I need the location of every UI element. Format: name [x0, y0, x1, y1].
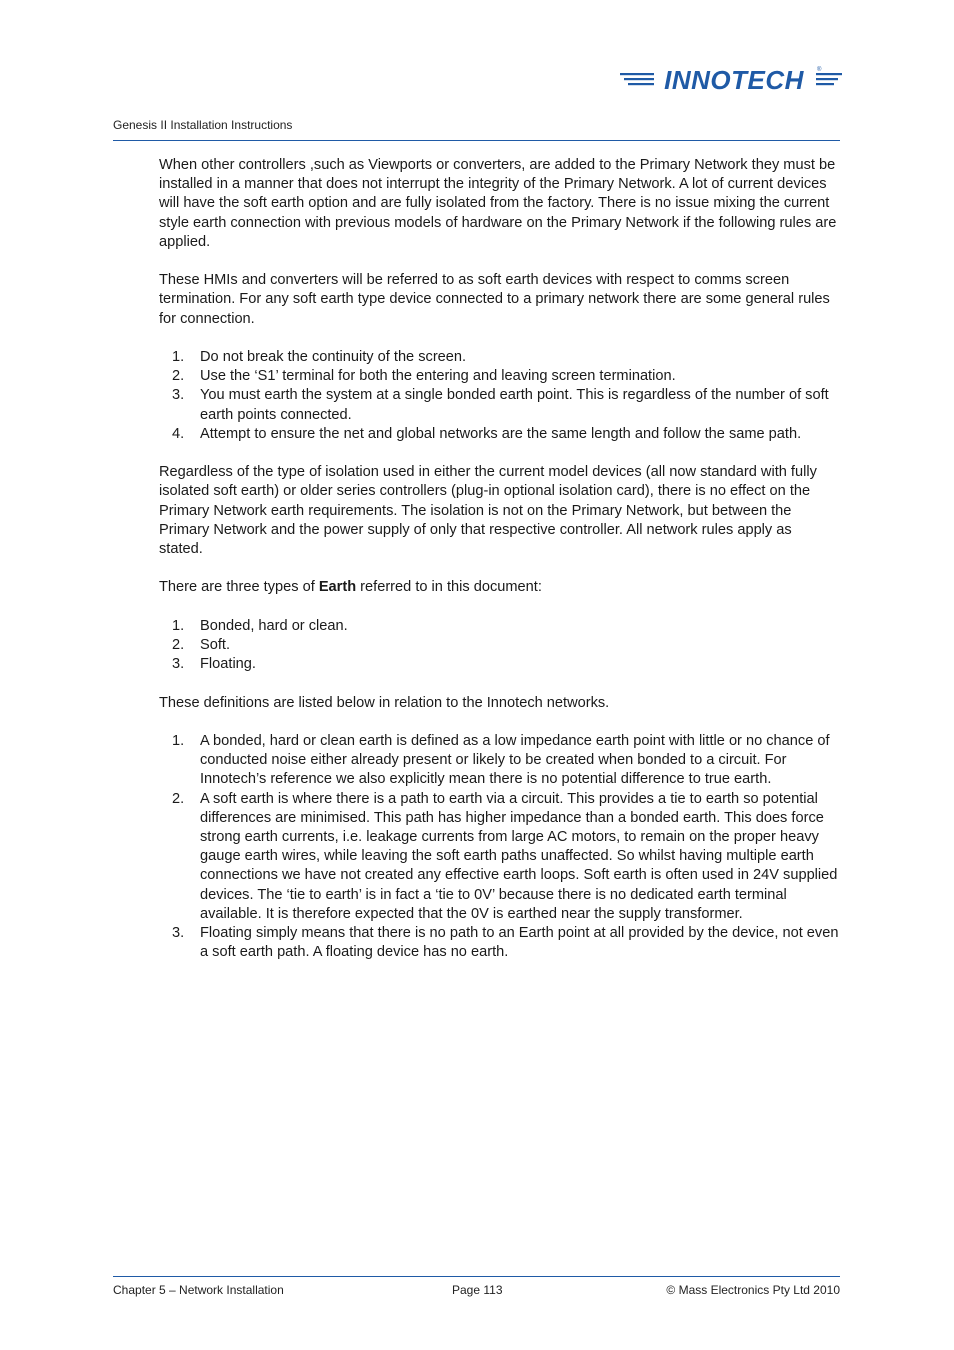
innotech-logo	[620, 62, 842, 96]
list-item: 1. Do not break the continuity of the screen.	[172, 349, 467, 365]
footer-page-number: Page 113	[452, 1283, 503, 1297]
list-item: 3. Floating.	[172, 656, 256, 673]
definitions-intro: These definitions are listed below in relation to the Innotech networks.	[159, 694, 610, 711]
earth-types-intro: There are three types of Earth referred to in this document:	[159, 579, 542, 596]
list-item: 1. Bonded, hard or clean.	[172, 617, 348, 634]
main-content	[159, 156, 839, 982]
list-item: 2. Soft.	[172, 637, 231, 653]
header-divider	[113, 140, 840, 141]
definitions-list	[159, 732, 839, 962]
connection-rules-list	[159, 348, 839, 444]
list-item: 2. A soft earth is where there is a path to earth via a circuit. This provides a tie to earth so potential differences are minimised. This path has higher impedance than a bonded earth. This does force strong earth currents, i.e. leakage currents from large AC motors, to remain on the proper heavy gauge earth wires, while leaving the soft earth paths unaffected. So whilst having multiple earth connections we have not created any effective earth loops. Soft earth is often used in 24V supplied devices. The ‘tie to earth’ is in fact a ‘tie to 0V’ because there is no dedicated earth terminal available. It is therefore expected that the 0V is earthed near the supply transformer.	[172, 790, 838, 922]
intro-paragraph: When other controllers ,such as Viewports or converters, are added to the Primary Network they must be installed in a manner that does not interrupt the integrity of the Primary Network. A lot of current devices will have the soft earth option and are fully isolated from the factory. There is no issue mixing the current style earth connection with previous models of hardware on the Primary Network if the following rules are applied.	[159, 157, 837, 250]
soft-earth-paragraph: These HMIs and converters will be referred to as soft earth devices with respect to comms screen termination. For any soft earth type device connected to a primary network there are some general rules for connection.	[159, 272, 830, 327]
footer-chapter: Chapter 5 – Network Installation	[113, 1283, 284, 1297]
list-item: 2. Use the ‘S1’ terminal for both the entering and leaving screen termination.	[172, 368, 676, 385]
list-item: 3. Floating simply means that there is no path to an Earth point at all provided by the device, not even a soft earth path. A floating device has no earth.	[172, 925, 839, 961]
earth-types-list	[159, 617, 839, 675]
list-item: 1. A bonded, hard or clean earth is defined as a low impedance earth point with little or no chance of conducted noise either already present or likely to be created when bonded to a circuit. For Innotech’s reference we also explicitly mean there is no potential difference to true earth.	[172, 732, 830, 788]
document-title: Genesis II Installation Instructions	[113, 118, 293, 132]
list-item: 4. Attempt to ensure the net and global networks are the same length and follow the same path.	[172, 425, 802, 442]
list-item: 3. You must earth the system at a single bonded earth point. This is regardless of the number of soft earth points connected.	[172, 387, 829, 423]
svg-text:®: ®	[817, 67, 822, 73]
isolation-paragraph: Regardless of the type of isolation used in either the current model devices (all now standard with fully isolated soft earth) or older series controllers (plug-in optional isolation card), there is no effect on the Primary Network earth requirements. The isolation is not on the Primary Network, but between the Primary Network and the power supply of only that respective controller. All network rules apply as stated.	[159, 464, 817, 558]
logo-text: INNOTECH	[664, 65, 804, 95]
footer-copyright: © Mass Electronics Pty Ltd 2010	[666, 1283, 840, 1297]
earth-bold-term: Earth	[318, 579, 357, 596]
footer-divider	[113, 1276, 840, 1277]
